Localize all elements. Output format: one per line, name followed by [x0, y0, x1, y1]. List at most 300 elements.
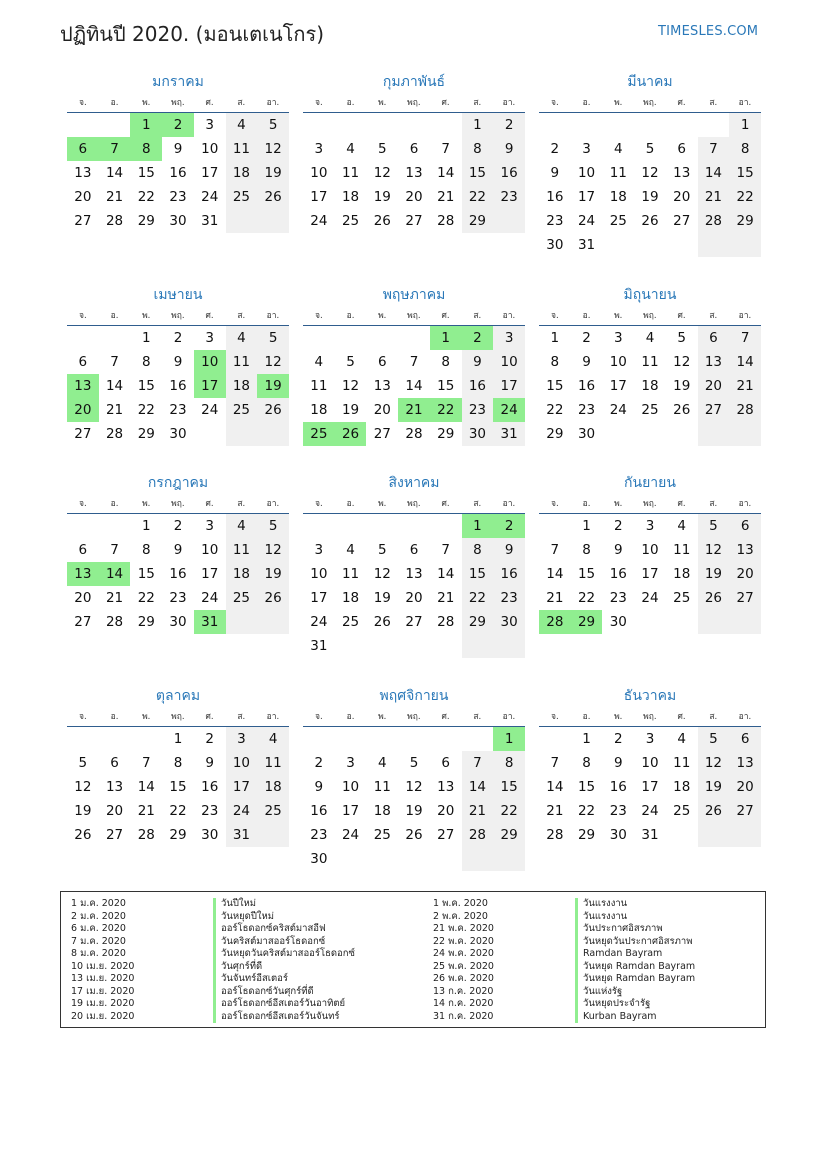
day-cell[interactable]: 18 — [673, 779, 691, 795]
day-cell[interactable]: 16 — [169, 566, 187, 582]
day-cell[interactable]: 21 — [546, 590, 564, 606]
day-cell[interactable]: 7 — [441, 542, 450, 558]
day-cell[interactable]: 3 — [226, 727, 258, 751]
day-cell[interactable]: 1 — [582, 518, 591, 534]
day-cell[interactable]: 5 — [698, 727, 730, 751]
day-cell[interactable]: 23 — [577, 402, 596, 418]
day-cell[interactable]: 25 — [341, 213, 360, 229]
day-cell[interactable]: 8 — [582, 542, 591, 558]
day-cell[interactable]: 3 — [314, 542, 324, 558]
day-cell[interactable]: 17 — [194, 374, 226, 398]
day-cell[interactable]: 20 — [729, 775, 761, 799]
day-cell[interactable]: 9 — [613, 542, 623, 558]
day-cell[interactable]: 25 — [226, 586, 258, 610]
day-cell[interactable]: 22 — [546, 402, 564, 418]
day-cell[interactable]: 10 — [577, 165, 596, 181]
day-cell[interactable]: 6 — [441, 755, 450, 771]
day-cell[interactable]: 26 — [74, 827, 92, 843]
day-cell[interactable]: 4 — [346, 542, 355, 558]
day-cell[interactable]: 19 — [373, 189, 391, 205]
day-cell[interactable]: 31 — [194, 610, 226, 634]
day-cell[interactable]: 16 — [546, 189, 564, 205]
day-cell[interactable]: 17 — [201, 566, 219, 582]
day-cell[interactable]: 20 — [74, 590, 92, 606]
day-cell[interactable]: 11 — [609, 165, 627, 181]
day-cell[interactable]: 19 — [405, 803, 423, 819]
day-cell[interactable]: 28 — [698, 209, 730, 233]
day-cell[interactable]: 31 — [310, 638, 328, 654]
day-cell[interactable]: 3 — [582, 141, 591, 157]
day-cell[interactable]: 13 — [437, 779, 455, 795]
day-cell[interactable]: 6 — [409, 141, 419, 157]
day-cell[interactable]: 23 — [462, 398, 494, 422]
day-cell[interactable]: 26 — [373, 213, 391, 229]
day-cell[interactable]: 16 — [201, 779, 219, 795]
day-cell[interactable]: 30 — [493, 610, 525, 634]
day-cell[interactable]: 12 — [373, 566, 391, 582]
day-cell[interactable]: 30 — [169, 614, 187, 630]
day-cell[interactable]: 4 — [613, 141, 623, 157]
day-cell[interactable]: 28 — [437, 614, 455, 630]
day-cell[interactable]: 29 — [437, 426, 455, 442]
day-cell[interactable]: 4 — [377, 755, 387, 771]
day-cell[interactable]: 14 — [105, 378, 124, 394]
day-cell[interactable]: 18 — [373, 803, 391, 819]
day-cell[interactable]: 16 — [169, 165, 187, 181]
day-cell[interactable]: 15 — [137, 566, 155, 582]
day-cell[interactable]: 27 — [405, 213, 423, 229]
day-cell[interactable]: 28 — [729, 398, 761, 422]
day-cell[interactable]: 14 — [462, 775, 494, 799]
day-cell[interactable]: 14 — [546, 779, 564, 795]
day-cell[interactable]: 12 — [257, 538, 289, 562]
day-cell[interactable]: 31 — [201, 213, 219, 229]
day-cell[interactable]: 17 — [577, 189, 596, 205]
day-cell[interactable]: 18 — [341, 189, 360, 205]
day-cell[interactable]: 19 — [673, 378, 691, 394]
day-cell[interactable]: 22 — [462, 185, 494, 209]
day-cell[interactable]: 29 — [577, 827, 596, 843]
day-cell[interactable]: 22 — [462, 586, 494, 610]
day-cell[interactable]: 30 — [462, 422, 494, 446]
day-cell[interactable]: 19 — [373, 590, 391, 606]
day-cell[interactable]: 17 — [201, 165, 219, 181]
day-cell[interactable]: 24 — [201, 590, 219, 606]
day-cell[interactable]: 22 — [493, 799, 525, 823]
day-cell[interactable]: 23 — [201, 803, 219, 819]
day-cell[interactable]: 7 — [110, 542, 119, 558]
day-cell[interactable]: 18 — [310, 402, 328, 418]
day-cell[interactable]: 28 — [105, 426, 124, 442]
day-cell[interactable]: 19 — [74, 803, 92, 819]
day-cell[interactable]: 5 — [257, 113, 289, 137]
day-cell[interactable]: 14 — [729, 350, 761, 374]
day-cell[interactable]: 28 — [437, 213, 455, 229]
day-cell[interactable]: 8 — [462, 538, 494, 562]
day-cell[interactable]: 8 — [441, 354, 450, 370]
day-cell[interactable]: 4 — [314, 354, 324, 370]
day-cell[interactable]: 26 — [698, 586, 730, 610]
day-cell[interactable]: 6 — [698, 326, 730, 350]
day-cell[interactable]: 16 — [609, 779, 627, 795]
day-cell[interactable]: 24 — [493, 398, 525, 422]
day-cell[interactable]: 21 — [398, 398, 430, 422]
day-cell[interactable]: 2 — [173, 330, 183, 346]
day-cell[interactable]: 2 — [462, 326, 494, 350]
day-cell[interactable]: 18 — [609, 189, 627, 205]
day-cell[interactable]: 15 — [577, 566, 596, 582]
day-cell[interactable]: 19 — [641, 189, 659, 205]
day-cell[interactable]: 7 — [441, 141, 450, 157]
day-cell[interactable]: 23 — [609, 803, 627, 819]
day-cell[interactable]: 15 — [137, 165, 155, 181]
day-cell[interactable]: 26 — [335, 422, 367, 446]
day-cell[interactable]: 1 — [462, 113, 494, 137]
day-cell[interactable]: 7 — [729, 326, 761, 350]
day-cell[interactable]: 2 — [205, 731, 214, 747]
day-cell[interactable]: 22 — [137, 590, 155, 606]
day-cell[interactable]: 29 — [729, 209, 761, 233]
day-cell[interactable]: 27 — [74, 614, 92, 630]
day-cell[interactable]: 20 — [729, 562, 761, 586]
day-cell[interactable]: 1 — [729, 113, 761, 137]
day-cell[interactable]: 21 — [105, 590, 124, 606]
day-cell[interactable]: 26 — [257, 586, 289, 610]
day-cell[interactable]: 5 — [645, 141, 655, 157]
day-cell[interactable]: 26 — [257, 398, 289, 422]
day-cell[interactable]: 27 — [405, 614, 423, 630]
day-cell[interactable]: 15 — [169, 779, 187, 795]
day-cell[interactable]: 25 — [609, 213, 627, 229]
day-cell[interactable]: 5 — [346, 354, 355, 370]
day-cell[interactable]: 9 — [314, 779, 324, 795]
day-cell[interactable]: 29 — [169, 827, 187, 843]
day-cell[interactable]: 29 — [137, 213, 155, 229]
day-cell[interactable]: 7 — [550, 542, 560, 558]
day-cell[interactable]: 13 — [405, 566, 423, 582]
day-cell[interactable]: 15 — [437, 378, 455, 394]
day-cell[interactable]: 30 — [169, 213, 187, 229]
day-cell[interactable]: 23 — [493, 185, 525, 209]
day-cell[interactable]: 1 — [141, 330, 151, 346]
day-cell[interactable]: 27 — [729, 799, 761, 823]
day-cell[interactable]: 12 — [673, 354, 691, 370]
day-cell[interactable]: 11 — [226, 137, 258, 161]
day-cell[interactable]: 28 — [105, 213, 124, 229]
day-cell[interactable]: 24 — [226, 799, 258, 823]
day-cell[interactable]: 28 — [539, 610, 571, 634]
day-cell[interactable]: 19 — [257, 161, 289, 185]
day-cell[interactable]: 5 — [409, 755, 419, 771]
day-cell[interactable]: 17 — [609, 378, 627, 394]
day-cell[interactable]: 16 — [310, 803, 328, 819]
day-cell[interactable]: 4 — [346, 141, 355, 157]
day-cell[interactable]: 27 — [437, 827, 455, 843]
day-cell[interactable]: 23 — [546, 213, 564, 229]
day-cell[interactable]: 30 — [201, 827, 219, 843]
day-cell[interactable]: 19 — [698, 562, 730, 586]
day-cell[interactable]: 9 — [173, 141, 183, 157]
day-cell[interactable]: 25 — [303, 422, 335, 446]
day-cell[interactable]: 9 — [582, 354, 591, 370]
day-cell[interactable]: 12 — [698, 538, 730, 562]
day-cell[interactable]: 22 — [577, 803, 596, 819]
day-cell[interactable]: 3 — [205, 518, 214, 534]
day-cell[interactable]: 29 — [462, 610, 494, 634]
day-cell[interactable]: 24 — [577, 213, 596, 229]
day-cell[interactable]: 25 — [226, 398, 258, 422]
day-cell[interactable]: 30 — [609, 614, 627, 630]
day-cell[interactable]: 31 — [577, 237, 596, 253]
day-cell[interactable]: 15 — [493, 775, 525, 799]
day-cell[interactable]: 4 — [645, 330, 655, 346]
day-cell[interactable]: 19 — [698, 775, 730, 799]
day-cell[interactable]: 2 — [613, 518, 623, 534]
day-cell[interactable]: 9 — [173, 354, 183, 370]
day-cell[interactable]: 28 — [546, 827, 564, 843]
day-cell[interactable]: 10 — [310, 165, 328, 181]
day-cell[interactable]: 16 — [609, 566, 627, 582]
site-logo[interactable]: TIMESLES.COM — [658, 24, 759, 39]
day-cell[interactable]: 17 — [641, 779, 659, 795]
day-cell[interactable]: 30 — [546, 237, 564, 253]
day-cell[interactable]: 4 — [677, 731, 686, 747]
day-cell[interactable]: 27 — [673, 213, 691, 229]
day-cell[interactable]: 3 — [346, 755, 355, 771]
day-cell[interactable]: 1 — [582, 731, 591, 747]
day-cell[interactable]: 24 — [641, 590, 659, 606]
day-cell[interactable]: 14 — [437, 165, 455, 181]
day-cell[interactable]: 20 — [105, 803, 124, 819]
day-cell[interactable]: 14 — [99, 562, 131, 586]
day-cell[interactable]: 6 — [677, 141, 686, 157]
day-cell[interactable]: 14 — [546, 566, 564, 582]
day-cell[interactable]: 2 — [314, 755, 324, 771]
day-cell[interactable]: 5 — [377, 542, 387, 558]
day-cell[interactable]: 7 — [462, 751, 494, 775]
day-cell[interactable]: 25 — [641, 402, 659, 418]
day-cell[interactable]: 8 — [550, 354, 560, 370]
day-cell[interactable]: 28 — [137, 827, 155, 843]
day-cell[interactable]: 27 — [698, 398, 730, 422]
day-cell[interactable]: 10 — [201, 542, 219, 558]
day-cell[interactable]: 22 — [577, 590, 596, 606]
day-cell[interactable]: 3 — [205, 117, 214, 133]
day-cell[interactable]: 13 — [729, 538, 761, 562]
day-cell[interactable]: 4 — [677, 518, 686, 534]
day-cell[interactable]: 18 — [226, 562, 258, 586]
day-cell[interactable]: 26 — [673, 402, 691, 418]
day-cell[interactable]: 17 — [310, 189, 328, 205]
day-cell[interactable]: 1 — [430, 326, 462, 350]
day-cell[interactable]: 2 — [162, 113, 194, 137]
day-cell[interactable]: 3 — [645, 518, 655, 534]
day-cell[interactable]: 23 — [169, 402, 187, 418]
day-cell[interactable]: 13 — [67, 374, 99, 398]
day-cell[interactable]: 7 — [550, 755, 560, 771]
day-cell[interactable]: 29 — [137, 614, 155, 630]
day-cell[interactable]: 27 — [373, 426, 391, 442]
day-cell[interactable]: 6 — [67, 137, 99, 161]
day-cell[interactable]: 31 — [226, 823, 258, 847]
day-cell[interactable]: 18 — [257, 775, 289, 799]
day-cell[interactable]: 5 — [377, 141, 387, 157]
day-cell[interactable]: 19 — [257, 562, 289, 586]
day-cell[interactable]: 12 — [257, 137, 289, 161]
day-cell[interactable]: 18 — [673, 566, 691, 582]
day-cell[interactable]: 3 — [493, 326, 525, 350]
day-cell[interactable]: 25 — [226, 185, 258, 209]
day-cell[interactable]: 30 — [577, 426, 596, 442]
day-cell[interactable]: 2 — [582, 330, 591, 346]
day-cell[interactable]: 18 — [226, 374, 258, 398]
day-cell[interactable]: 28 — [405, 426, 423, 442]
day-cell[interactable]: 30 — [310, 851, 328, 867]
day-cell[interactable]: 21 — [546, 803, 564, 819]
day-cell[interactable]: 14 — [698, 161, 730, 185]
day-cell[interactable]: 5 — [257, 514, 289, 538]
day-cell[interactable]: 15 — [462, 562, 494, 586]
day-cell[interactable]: 29 — [137, 426, 155, 442]
day-cell[interactable]: 22 — [729, 185, 761, 209]
day-cell[interactable]: 8 — [462, 137, 494, 161]
day-cell[interactable]: 13 — [698, 350, 730, 374]
day-cell[interactable]: 18 — [641, 378, 659, 394]
day-cell[interactable]: 17 — [310, 590, 328, 606]
day-cell[interactable]: 4 — [226, 113, 258, 137]
day-cell[interactable]: 2 — [613, 731, 623, 747]
day-cell[interactable]: 10 — [641, 755, 659, 771]
day-cell[interactable]: 10 — [194, 350, 226, 374]
day-cell[interactable]: 8 — [729, 137, 761, 161]
day-cell[interactable]: 24 — [609, 402, 627, 418]
day-cell[interactable]: 8 — [173, 755, 183, 771]
day-cell[interactable]: 15 — [462, 161, 494, 185]
day-cell[interactable]: 27 — [74, 213, 92, 229]
day-cell[interactable]: 1 — [550, 330, 560, 346]
day-cell[interactable]: 10 — [341, 779, 360, 795]
day-cell[interactable]: 6 — [729, 727, 761, 751]
day-cell[interactable]: 25 — [257, 799, 289, 823]
day-cell[interactable]: 21 — [437, 189, 455, 205]
day-cell[interactable]: 31 — [493, 422, 525, 446]
day-cell[interactable]: 5 — [257, 326, 289, 350]
day-cell[interactable]: 3 — [645, 731, 655, 747]
day-cell[interactable]: 2 — [550, 141, 560, 157]
day-cell[interactable]: 2 — [173, 518, 183, 534]
day-cell[interactable]: 26 — [698, 799, 730, 823]
day-cell[interactable]: 22 — [430, 398, 462, 422]
day-cell[interactable]: 13 — [729, 751, 761, 775]
day-cell[interactable]: 11 — [341, 566, 360, 582]
day-cell[interactable]: 20 — [373, 402, 391, 418]
day-cell[interactable]: 1 — [173, 731, 183, 747]
day-cell[interactable]: 23 — [310, 827, 328, 843]
day-cell[interactable]: 25 — [673, 803, 691, 819]
day-cell[interactable]: 15 — [577, 779, 596, 795]
day-cell[interactable]: 6 — [78, 542, 88, 558]
day-cell[interactable]: 25 — [673, 590, 691, 606]
day-cell[interactable]: 25 — [341, 614, 360, 630]
day-cell[interactable]: 3 — [613, 330, 623, 346]
day-cell[interactable]: 13 — [74, 165, 92, 181]
day-cell[interactable]: 10 — [641, 542, 659, 558]
day-cell[interactable]: 29 — [462, 209, 494, 233]
day-cell[interactable]: 21 — [137, 803, 155, 819]
day-cell[interactable]: 7 — [141, 755, 151, 771]
day-cell[interactable]: 28 — [462, 823, 494, 847]
day-cell[interactable]: 11 — [373, 779, 391, 795]
day-cell[interactable]: 24 — [341, 827, 360, 843]
day-cell[interactable]: 11 — [673, 755, 691, 771]
day-cell[interactable]: 3 — [314, 141, 324, 157]
day-cell[interactable]: 6 — [729, 514, 761, 538]
day-cell[interactable]: 14 — [105, 165, 124, 181]
day-cell[interactable]: 17 — [641, 566, 659, 582]
day-cell[interactable]: 22 — [137, 189, 155, 205]
day-cell[interactable]: 21 — [437, 590, 455, 606]
day-cell[interactable]: 20 — [437, 803, 455, 819]
day-cell[interactable]: 9 — [613, 755, 623, 771]
day-cell[interactable]: 3 — [205, 330, 214, 346]
day-cell[interactable]: 12 — [74, 779, 92, 795]
day-cell[interactable]: 4 — [257, 727, 289, 751]
day-cell[interactable]: 19 — [257, 374, 289, 398]
day-cell[interactable]: 29 — [571, 610, 603, 634]
day-cell[interactable]: 13 — [673, 165, 691, 181]
day-cell[interactable]: 5 — [677, 330, 686, 346]
day-cell[interactable]: 11 — [257, 751, 289, 775]
day-cell[interactable]: 6 — [409, 542, 419, 558]
day-cell[interactable]: 12 — [641, 165, 659, 181]
day-cell[interactable]: 21 — [105, 402, 124, 418]
day-cell[interactable]: 24 — [310, 614, 328, 630]
day-cell[interactable]: 9 — [550, 165, 560, 181]
day-cell[interactable]: 29 — [546, 426, 564, 442]
day-cell[interactable]: 9 — [493, 538, 525, 562]
day-cell[interactable]: 5 — [698, 514, 730, 538]
day-cell[interactable]: 14 — [137, 779, 155, 795]
day-cell[interactable]: 28 — [105, 614, 124, 630]
day-cell[interactable]: 20 — [405, 189, 423, 205]
day-cell[interactable]: 12 — [373, 165, 391, 181]
day-cell[interactable]: 9 — [205, 755, 214, 771]
day-cell[interactable]: 23 — [493, 586, 525, 610]
day-cell[interactable]: 17 — [341, 803, 360, 819]
day-cell[interactable]: 24 — [201, 402, 219, 418]
day-cell[interactable]: 26 — [641, 213, 659, 229]
day-cell[interactable]: 1 — [493, 727, 525, 751]
day-cell[interactable]: 11 — [226, 538, 258, 562]
day-cell[interactable]: 16 — [493, 161, 525, 185]
day-cell[interactable]: 19 — [341, 402, 360, 418]
day-cell[interactable]: 14 — [437, 566, 455, 582]
day-cell[interactable]: 16 — [169, 378, 187, 394]
day-cell[interactable]: 18 — [341, 590, 360, 606]
day-cell[interactable]: 7 — [698, 137, 730, 161]
day-cell[interactable]: 8 — [582, 755, 591, 771]
day-cell[interactable]: 7 — [110, 354, 119, 370]
day-cell[interactable]: 27 — [105, 827, 124, 843]
day-cell[interactable]: 2 — [493, 514, 525, 538]
day-cell[interactable]: 31 — [641, 827, 659, 843]
day-cell[interactable]: 24 — [641, 803, 659, 819]
day-cell[interactable]: 23 — [169, 189, 187, 205]
day-cell[interactable]: 24 — [310, 213, 328, 229]
day-cell[interactable]: 9 — [173, 542, 183, 558]
day-cell[interactable]: 23 — [609, 590, 627, 606]
day-cell[interactable]: 21 — [729, 374, 761, 398]
